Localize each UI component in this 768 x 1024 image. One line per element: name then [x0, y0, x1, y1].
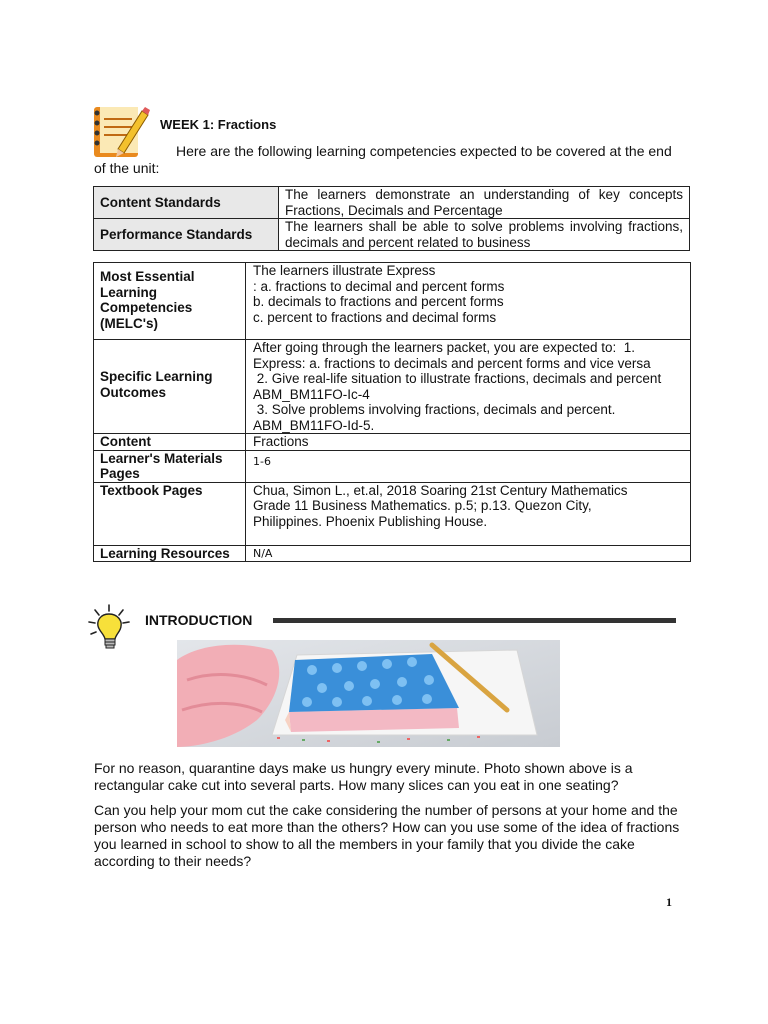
performance-standards-value: The learners shall be able to solve problems involving fractions, decimals and percent related to business: [279, 219, 690, 251]
performance-standards-label: Performance Standards: [94, 219, 279, 251]
introduction-paragraph-1: For no reason, quarantine days make us hungry every minute. Photo shown above is a rectangular cake cut into several parts. How many slices can you eat in one seating?: [94, 760, 633, 793]
melc-value: The learners illustrate Express : a. fractions to decimal and percent forms b. decimals to fractions and percent forms c. percent to fractions and decimal forms: [246, 263, 691, 340]
textbook-label: Textbook Pages: [94, 482, 246, 545]
resources-value: N/A: [246, 545, 691, 562]
table-row: [94, 545, 691, 562]
intro-text: Here are the following learning competencies expected to be covered at the end of the unit:: [94, 143, 672, 176]
materials-value: 1-6: [246, 450, 691, 482]
table-row: [94, 340, 691, 434]
content-standards-value: The learners demonstrate an understanding of key concepts Fractions, Decimals and Percentage: [279, 187, 690, 219]
table-row: [94, 263, 691, 340]
table-row: [94, 434, 691, 451]
content-standards-label: Content Standards: [94, 187, 279, 219]
cake-photo: [177, 640, 560, 747]
melc-label: Most Essential Learning Competencies (MELC's): [94, 263, 246, 340]
table-row: [94, 482, 691, 545]
introduction-paragraph-2: Can you help your mom cut the cake considering the number of persons at your home and the person who needs to eat more than the others? How can you use some of the idea of fractions you learned in school to show to all the members in your family that you divide the cake according to their needs?: [94, 802, 680, 869]
page-number: 1: [666, 895, 672, 909]
content-label: Content: [94, 434, 246, 451]
lightbulb-icon: [86, 603, 132, 653]
standards-table: [93, 186, 690, 251]
textbook-value: Chua, Simon L., et.al, 2018 Soaring 21st Century Mathematics Grade 11 Business Mathematics. p.5; p.13. Quezon City, Philippines. Phoenix Publishing House.: [246, 482, 691, 545]
resources-label: Learning Resources: [94, 545, 246, 562]
table-row: [94, 187, 690, 219]
slo-value: After going through the learners packet, you are expected to: 1. Express: a. fractions to decimals and percent forms and vice versa 2. Give real-life situation to illustrate fractions, decimals and percent ABM_BM11FO-Ic-4 3. Solve problems involving fractions, decimals and percent. ABM_BM11FO-Id-5.: [246, 340, 691, 434]
heading-divider: [273, 618, 676, 623]
introduction-heading: INTRODUCTION: [145, 612, 253, 628]
slo-label: Specific Learning Outcomes: [94, 340, 246, 434]
content-value: Fractions: [246, 434, 691, 451]
table-row: [94, 450, 691, 482]
week-title: WEEK 1: Fractions: [160, 117, 277, 132]
competencies-table: [93, 262, 691, 562]
materials-label: Learner's Materials Pages: [94, 450, 246, 482]
table-row: [94, 219, 690, 251]
